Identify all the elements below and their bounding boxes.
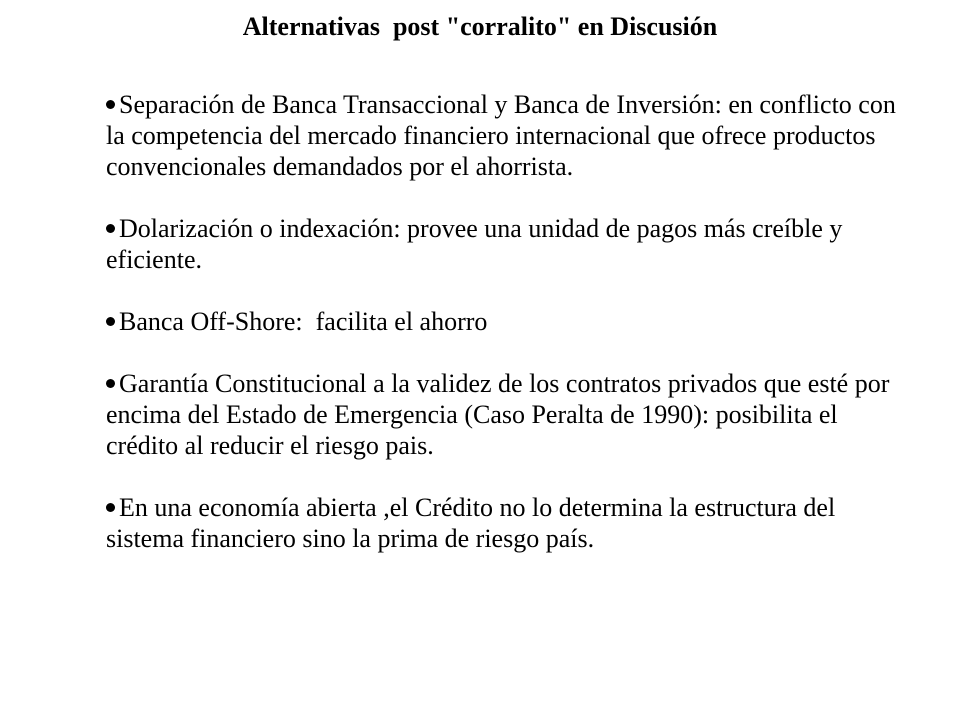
bullet-item-separacion bbox=[106, 89, 906, 182]
bullet-item-garantia bbox=[106, 368, 906, 461]
bullet-item-credito bbox=[106, 492, 906, 554]
bullet-item-dolarizacion bbox=[106, 213, 906, 275]
bullet-text: Separación de Banca Transaccional y Banca de Inversión: en conflicto con la competencia del mercado financiero internacional que ofrece productos convencionales demandados por el ahorrista. bbox=[106, 90, 896, 181]
bullet-dot-icon bbox=[106, 317, 115, 326]
bullet-item-offshore bbox=[106, 306, 906, 337]
bullet-list bbox=[106, 89, 906, 554]
bullet-text: Banca Off-Shore: facilita el ahorro bbox=[119, 307, 488, 336]
bullet-text: En una economía abierta ,el Crédito no lo determina la estructura del sistema financiero sino la prima de riesgo país. bbox=[106, 493, 836, 553]
slide-title: Alternativas post "corralito" en Discusión bbox=[242, 12, 718, 41]
bullet-dot-icon bbox=[106, 100, 115, 109]
bullet-text: Dolarización o indexación: provee una unidad de pagos más creíble y eficiente. bbox=[106, 214, 843, 274]
bullet-text: Garantía Constitucional a la validez de los contratos privados que esté por encima del Estado de Emergencia (Caso Peralta de 1990): posibilita el crédito al reducir el riesgo pais. bbox=[106, 369, 890, 460]
bullet-dot-icon bbox=[106, 379, 115, 388]
bullet-dot-icon bbox=[106, 224, 115, 233]
bullet-dot-icon bbox=[106, 503, 115, 512]
